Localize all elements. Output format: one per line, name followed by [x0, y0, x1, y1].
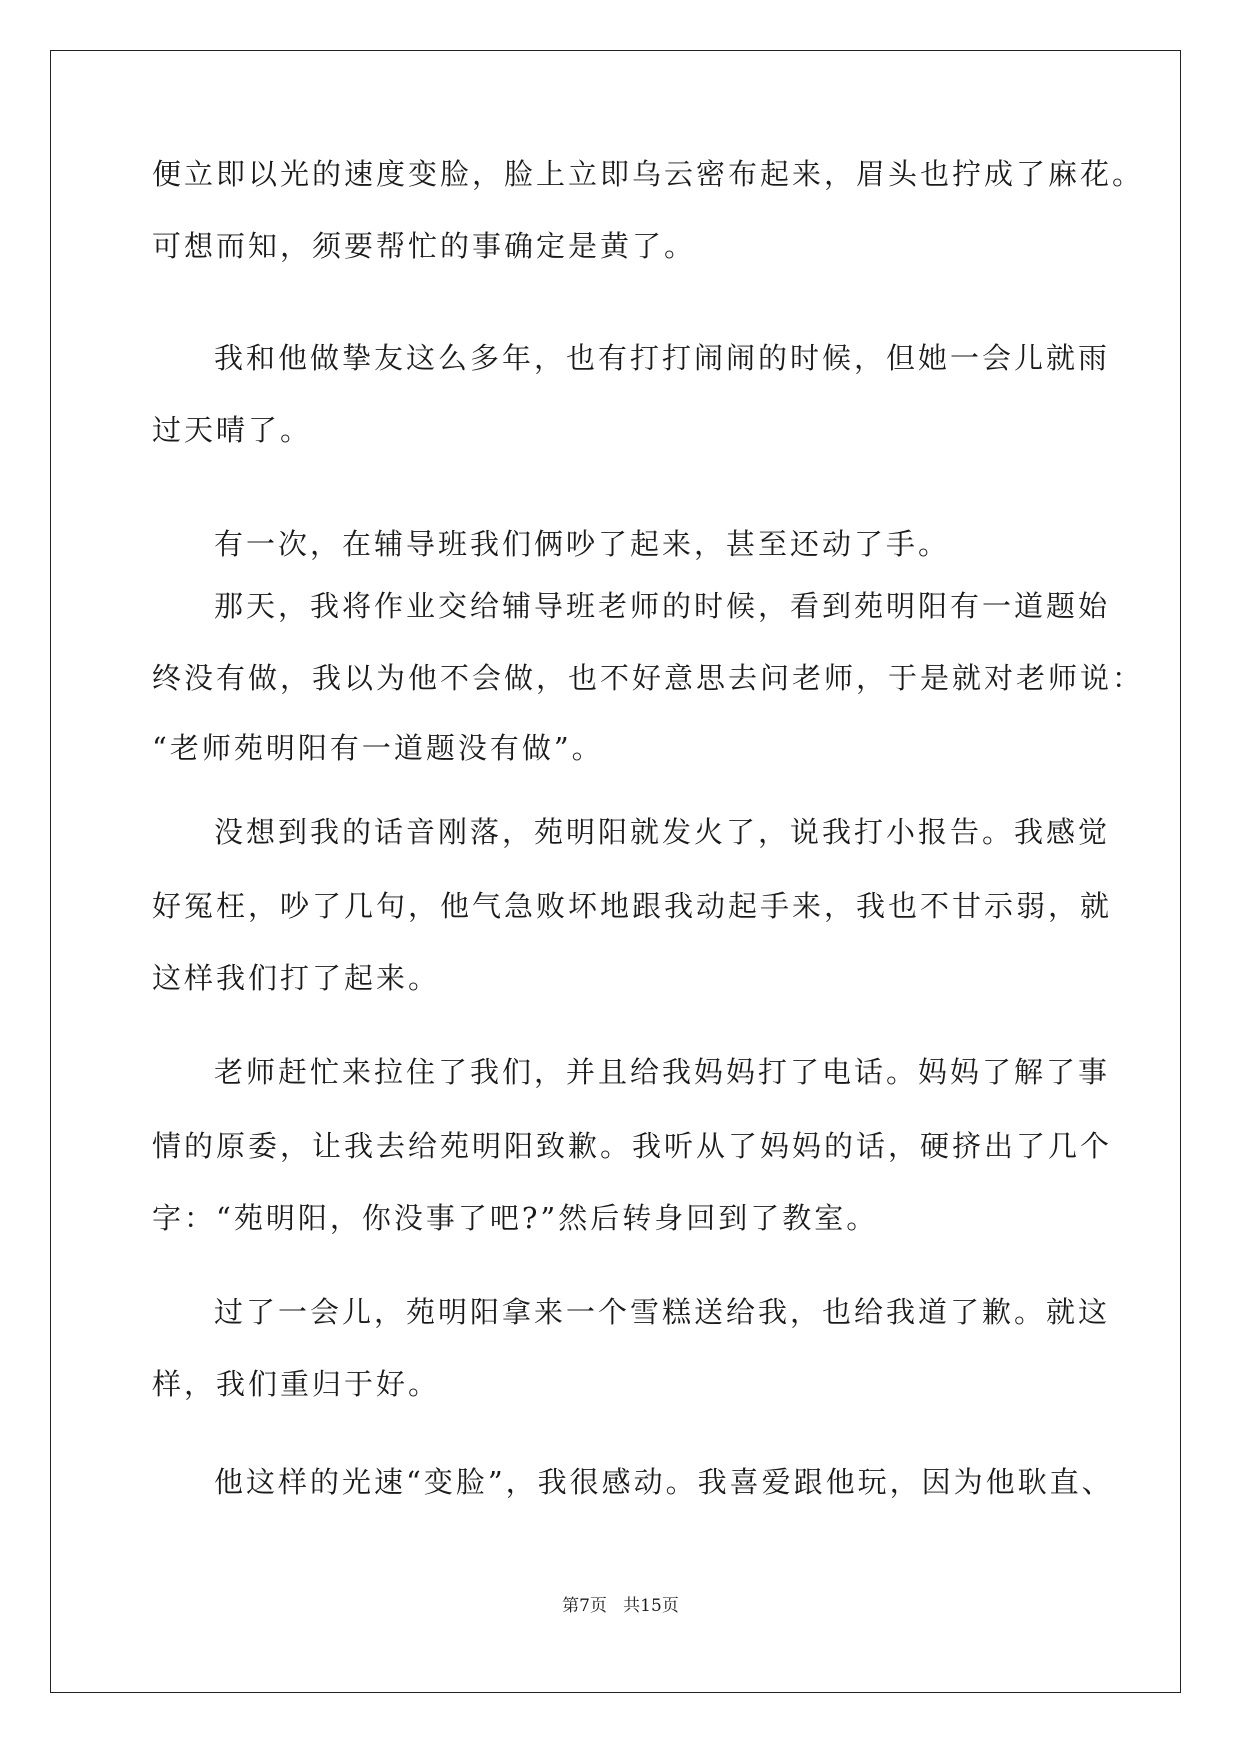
text-line: 情的原委，让我去给苑明阳致歉。我听从了妈妈的话，硬挤出了几个	[152, 1129, 1113, 1163]
page-border	[50, 50, 1181, 1693]
text-line: 可想而知，须要帮忙的事确定是黄了。	[152, 229, 697, 263]
paragraph-first-line: 我和他做挚友这么多年，也有打打闹闹的时候，但她一会儿就雨	[214, 341, 1111, 375]
paragraph-first-line: 老师赶忙来拉住了我们，并且给我妈妈打了电话。妈妈了解了事	[214, 1055, 1111, 1089]
text-line: 过天晴了。	[152, 413, 313, 447]
paragraph-first-line: 他这样的光速“变脸”，我很感动。我喜爱跟他玩，因为他耿直、	[214, 1465, 1114, 1499]
paragraph-first-line: 那天，我将作业交给辅导班老师的时候，看到苑明阳有一道题始	[214, 589, 1111, 623]
text-line: 好冤枉，吵了几句，他气急败坏地跟我动起手来，我也不甘示弱，就	[152, 889, 1113, 923]
text-line: 样，我们重归于好。	[152, 1367, 441, 1401]
paragraph-first-line: 有一次，在辅导班我们俩吵了起来，甚至还动了手。	[214, 527, 951, 561]
text-line: 这样我们打了起来。	[152, 961, 441, 995]
page-number-footer: 第7页 共15页	[562, 1596, 679, 1616]
paragraph-first-line: 没想到我的话音刚落，苑明阳就发火了，说我打小报告。我感觉	[214, 815, 1111, 849]
text-line: 便立即以光的速度变脸，脸上立即乌云密布起来，眉头也拧成了麻花。	[152, 157, 1145, 191]
text-line: 字：“苑明阳，你没事了吧?”然后转身回到了教室。	[152, 1201, 879, 1235]
paragraph-first-line: 过了一会儿，苑明阳拿来一个雪糕送给我，也给我道了歉。就这	[214, 1295, 1111, 1329]
text-line: 终没有做，我以为他不会做，也不好意思去问老师，于是就对老师说：	[152, 661, 1145, 695]
text-line: “老师苑明阳有一道题没有做”。	[152, 731, 604, 765]
